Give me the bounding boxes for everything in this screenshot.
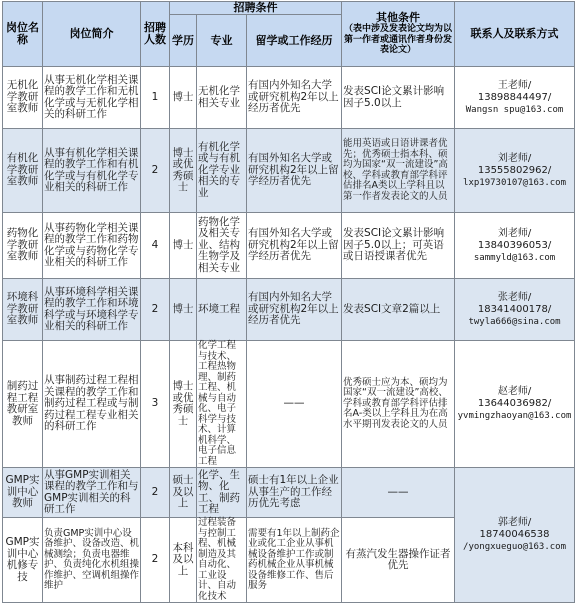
cell-experience: 需要有1年以上制药企业或化工企业从事机械设备维护工作或制药机械企业从事机械设备维修工作、售后服务	[247, 518, 342, 603]
cell-degree: 硕士及以上	[170, 468, 197, 518]
cell-experience: 有国外知名大学或研究机构2年以上留学经历者优先	[247, 213, 342, 279]
table-row	[3, 213, 575, 279]
cell-experience: 有国内外知名大学或研究机构2年以上经历者优先	[247, 67, 342, 129]
cell-other: ——	[342, 468, 455, 518]
cell-major: 无机化学相关专业	[197, 67, 247, 129]
table-row	[3, 279, 575, 341]
cell-intro: 从事环境科学相关课程的教学工作和环境科学或与环境科学专业相关的科研工作	[43, 279, 141, 341]
cell-major: 化学工程与技术、工程热物理、制药工程、机械与自动化、电子科学与技术、计算机科学、电子信息工程	[197, 341, 247, 468]
cell-contact	[455, 341, 575, 468]
cell-degree: 博士或优秀硕士	[170, 341, 197, 468]
cell-experience: 硕士有1年以上企业从事生产的工作经历优先考虑	[247, 468, 342, 518]
cell-major: 有机化学或与有机化学专业相关的专业	[197, 129, 247, 213]
cell-degree: 本科及以上	[170, 518, 197, 603]
cell-intro: 从事有机化学相关课程的教学工作和有机化学或与有机化学专业相关的科研工作	[43, 129, 141, 213]
header-other-note: （表中涉及发表论文均为以第一作者或通讯作者身份发表论文）	[344, 24, 453, 56]
cell-intro: 从事制药过程工程相关课程的教学工作和制药过程工程或与制药过程工程专业相关的科研工作	[43, 341, 141, 468]
contact-email[interactable]: lxp19730107@163.com	[463, 177, 566, 188]
contact-phone: 13644036982/	[477, 398, 552, 409]
cell-contact	[455, 213, 575, 279]
cell-degree: 博士	[170, 67, 197, 129]
cell-experience: 有国内外知名大学或研究机构2年以上经历者优先	[247, 279, 342, 341]
cell-contact	[455, 129, 575, 213]
cell-major: 过程装备与控制工程、机械制造及其自动化、工业设计、自动化技术	[197, 518, 247, 603]
header-other-title: 其他条件	[376, 11, 421, 25]
cell-major: 化学、生物、化工、制药工程	[197, 468, 247, 518]
cell-other: 优秀硕士应为本、硕均为国家“双一流建设”高校、学科或教育部学科评估排名A-类以上学科且为在高水平期刊发表论文的人员	[342, 341, 455, 468]
contact-email[interactable]: yvmingzhaoyan@163.com	[457, 411, 572, 421]
header-intro: 岗位简介	[43, 2, 141, 67]
recruitment-table	[2, 1, 575, 603]
cell-major: 药物化学及相关专业、结构生物学及相关专业	[197, 213, 247, 279]
cell-other: 有蒸汽发生器操作证者优先	[342, 518, 455, 603]
contact-phone: 13555802962/	[477, 164, 552, 176]
cell-degree: 博士或优秀硕士	[170, 129, 197, 213]
cell-position: 有机化学教研室教师	[3, 129, 43, 213]
contact-phone: 13840396053/	[477, 239, 552, 251]
contact-name: 刘老师/	[497, 227, 532, 239]
cell-count: 2	[141, 279, 170, 341]
table-row	[3, 67, 575, 129]
cell-count: 4	[141, 213, 170, 279]
table-row	[3, 341, 575, 468]
cell-count: 2	[141, 518, 170, 603]
cell-position: GMP实训中心教师	[3, 468, 43, 518]
header-contact: 联系人及联系方式	[455, 2, 575, 67]
cell-intro: 负责GMP实训中心设备维护、设备改造、机械测绘；负责电器维护、负责纯化水机组操作维护、空调机组操作维护	[43, 518, 141, 603]
cell-intro: 从事GMP实训相关课程的教学工作和与GMP实训相关的科研工作	[43, 468, 141, 518]
cell-position: 药物化学教研室教师	[3, 213, 43, 279]
contact-email[interactable]: twyla666@sina.com	[468, 316, 561, 327]
contact-email[interactable]: /yongxueguo@163.com	[463, 542, 566, 552]
contact-email[interactable]: Wangsn spu@163.com	[465, 104, 564, 115]
cell-position: 无机化学教研室教师	[3, 67, 43, 129]
cell-other: 发表SCI论文累计影响因子5.0以上；可英语或日语授课者优先	[342, 213, 455, 279]
cell-other: 发表SCI论文累计影响因子5.0以上	[342, 67, 455, 129]
contact-name: 郭老师/	[497, 517, 532, 528]
recruitment-table-container	[2, 1, 574, 602]
cell-position: 环境科学教研室教师	[3, 279, 43, 341]
cell-position: GMP实训中心机修专技	[3, 518, 43, 603]
contact-phone: 13898844497/	[477, 91, 552, 103]
cell-count: 3	[141, 341, 170, 468]
cell-position: 制药过程工程教研室教师	[3, 341, 43, 468]
table-row	[3, 468, 575, 518]
cell-experience: 有国外知名大学或研究机构2年以上留学经历者优先	[247, 129, 342, 213]
header-conditions: 招聘条件	[170, 2, 342, 15]
contact-phone: 18341400178/	[477, 303, 552, 315]
cell-contact	[455, 468, 575, 603]
cell-count: 1	[141, 67, 170, 129]
header-major: 专业	[197, 15, 247, 67]
contact-name: 赵老师/	[497, 386, 532, 397]
cell-count: 2	[141, 468, 170, 518]
contact-name: 刘老师/	[497, 152, 532, 164]
cell-experience: ——	[247, 341, 342, 468]
header-count: 招聘人数	[141, 2, 170, 67]
header-position: 岗位名称	[3, 2, 43, 67]
cell-intro: 从事无机化学相关课程的教学工作和无机化学或与无机化学相关的科研工作	[43, 67, 141, 129]
contact-name: 张老师/	[497, 291, 532, 303]
header-experience: 留学或工作经历	[247, 15, 342, 67]
contact-name: 王老师/	[497, 79, 532, 91]
header-degree: 学历	[170, 15, 197, 67]
cell-other: 能用英语或日语讲课者优先；优秀硕士指本科、硕均为国家“双一流建设”高校、学科或教育部学科评估排名A类以上学科且以第一作者发表论文的人员	[342, 129, 455, 213]
cell-intro: 从事药物化学相关课程的教学工作和药物化学或与药物化学专业相关的科研工作	[43, 213, 141, 279]
cell-other: 发表SCI文章2篇以上	[342, 279, 455, 341]
cell-degree: 博士	[170, 213, 197, 279]
contact-phone: 18740046538	[479, 529, 550, 540]
cell-contact	[455, 279, 575, 341]
cell-major: 环境工程	[197, 279, 247, 341]
cell-contact	[455, 67, 575, 129]
cell-count: 2	[141, 129, 170, 213]
contact-email[interactable]: sammyld@163.com	[473, 252, 556, 263]
table-row	[3, 129, 575, 213]
header-other	[342, 2, 455, 67]
cell-degree: 博士	[170, 279, 197, 341]
